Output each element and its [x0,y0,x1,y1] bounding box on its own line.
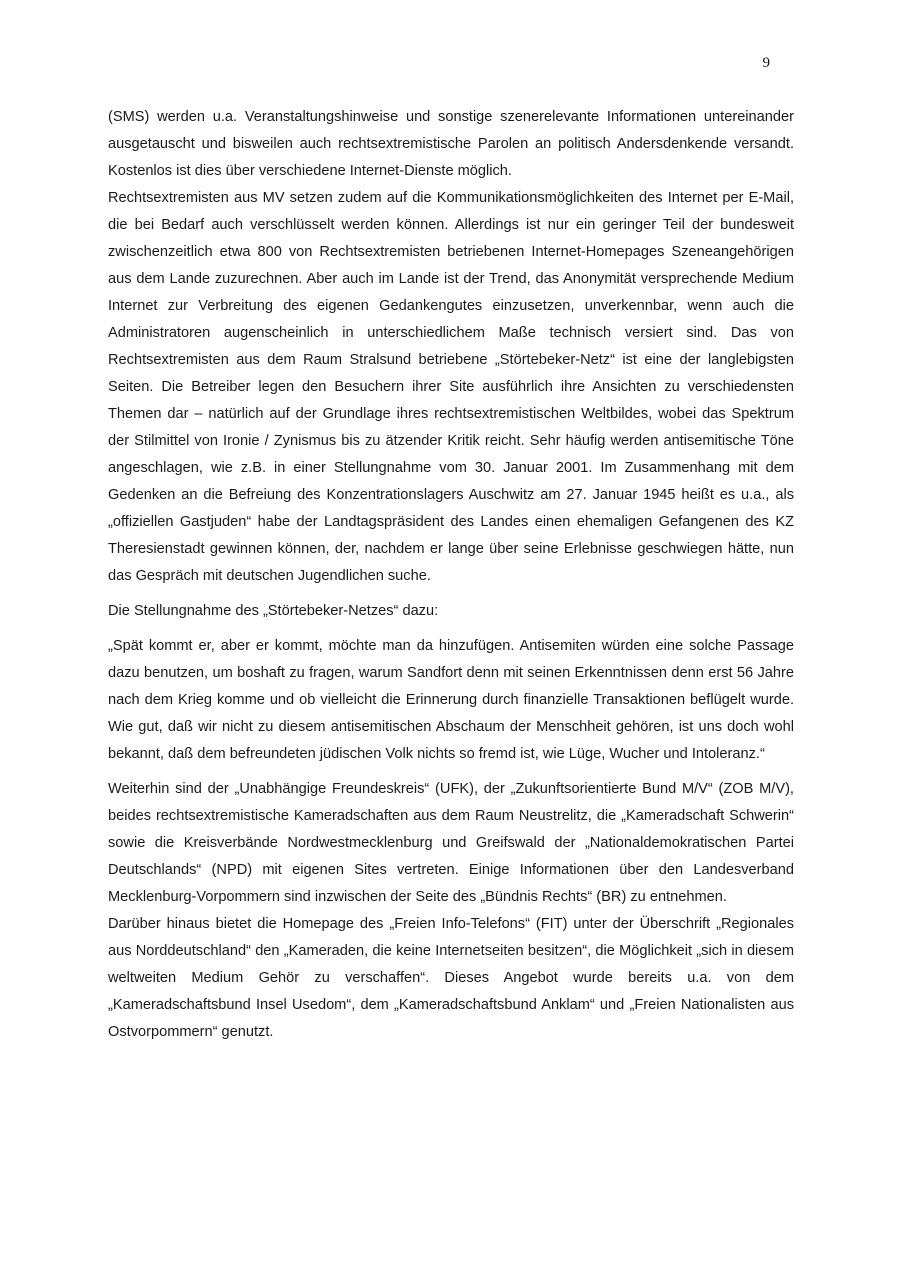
paragraph-internet: Rechtsextremisten aus MV setzen zudem auf die Kommunikationsmöglichkeiten des Internet per E-Mail, die bei Bedarf auch verschlüsselt werden können. Allerdings ist nur ein geringer Teil der bundesweit zwischenzeitlich etwa 800 von Rechtsextremisten betriebenen Internet-Homepages Szeneangehörigen aus dem Lande zuzurechnen. Aber auch im Lande ist der Trend, das Anonymität versprechende Medium Internet zur Verbreitung des eigenen Gedankengutes einzusetzen, unverkennbar, wenn auch die Administratoren augenscheinlich in unterschiedlichem Maße technisch versiert sind. Das von Rechtsextremisten aus dem Raum Stralsund betriebene „Störtebeker-Netz“ ist eine der langlebigsten Seiten. Die Betreiber legen den Besuchern ihrer Site ausführlich ihre Ansichten zu verschiedensten Themen dar – natürlich auf der Grundlage ihres rechtsextremistischen Weltbildes, wobei das Spektrum der Stilmittel von Ironie / Zynismus bis zu ätzender Kritik reicht. Sehr häufig werden antisemitische Töne angeschlagen, wie z.B. in einer Stellungnahme vom 30. Januar 2001. Im Zusammenhang mit dem Gedenken an die Befreiung des Konzentrationslagers Auschwitz am 27. Januar 1945 heißt es u.a., als „offiziellen Gastjuden“ habe der Landtagspräsident des Landes einen ehemaligen Gefangenen des KZ Theresienstadt gewinnen können, der, nachdem er lange über seine Erlebnisse geschwiegen hätte, nun das Gespräch mit deutschen Jugendlichen suche. [108,190,794,584]
paragraph-statement-intro: Die Stellungnahme des „Störtebeker-Netzes“ dazu: [108,603,439,619]
document-body [108,104,794,1046]
paragraph-info-telefon: Darüber hinaus bietet die Homepage des „Freien Info-Telefons“ (FIT) unter der Überschrift „Regionales aus Norddeutschland“ den „Kameraden, die keine Internetseiten besitzen“, die Möglichkeit „sich in diesem weltweiten Medium Gehör zu verschaffen“. Dieses Angebot wurde bereits u.a. von dem „Kameradschaftsbund Insel Usedom“, dem „Kameradschaftsbund Anklam“ und „Freien Nationalisten aus Ostvorpommern“ genutzt. [108,916,794,1040]
page-number: 9 [762,55,770,71]
paragraph-further-sites: Weiterhin sind der „Unabhängige Freundeskreis“ (UFK), der „Zukunftsorientierte Bund M/V“ (ZOB M/V), beides rechtsextremistische Kameradschaften aus dem Raum Neustrelitz, die „Kameradschaft Schwerin“ sowie die Kreisverbände Nordwestmecklenburg und Greifswald der „Nationaldemokratischen Partei Deutschlands“ (NPD) mit eigenen Sites vertreten. Einige Informationen über den Landesverband Mecklenburg-Vorpommern sind inzwischen der Seite des „Bündnis Rechts“ (BR) zu entnehmen. [108,781,794,905]
paragraph-quote: „Spät kommt er, aber er kommt, möchte man da hinzufügen. Antisemiten würden eine solche Passage dazu benutzen, um boshaft zu fragen, warum Sandfort denn mit seinen Erkenntnissen denn erst 56 Jahre nach dem Krieg komme und ob vielleicht die Erinnerung durch finanzielle Transaktionen beflügelt wurde. Wie gut, daß wir nicht zu diesem antisemitischen Abschaum der Menschheit gehören, ist uns doch wohl bekannt, daß dem befreundeten jüdischen Volk nichts so fremd ist, wie Lüge, Wucher und Intoleranz.“ [108,638,794,762]
paragraph-sms: (SMS) werden u.a. Veranstaltungshinweise und sonstige szenerelevante Informationen untereinander ausgetauscht und bisweilen auch rechtsextremistische Parolen an politisch Andersdenkende versandt. Kostenlos ist dies über verschiedene Internet-Dienste möglich. [108,109,794,179]
